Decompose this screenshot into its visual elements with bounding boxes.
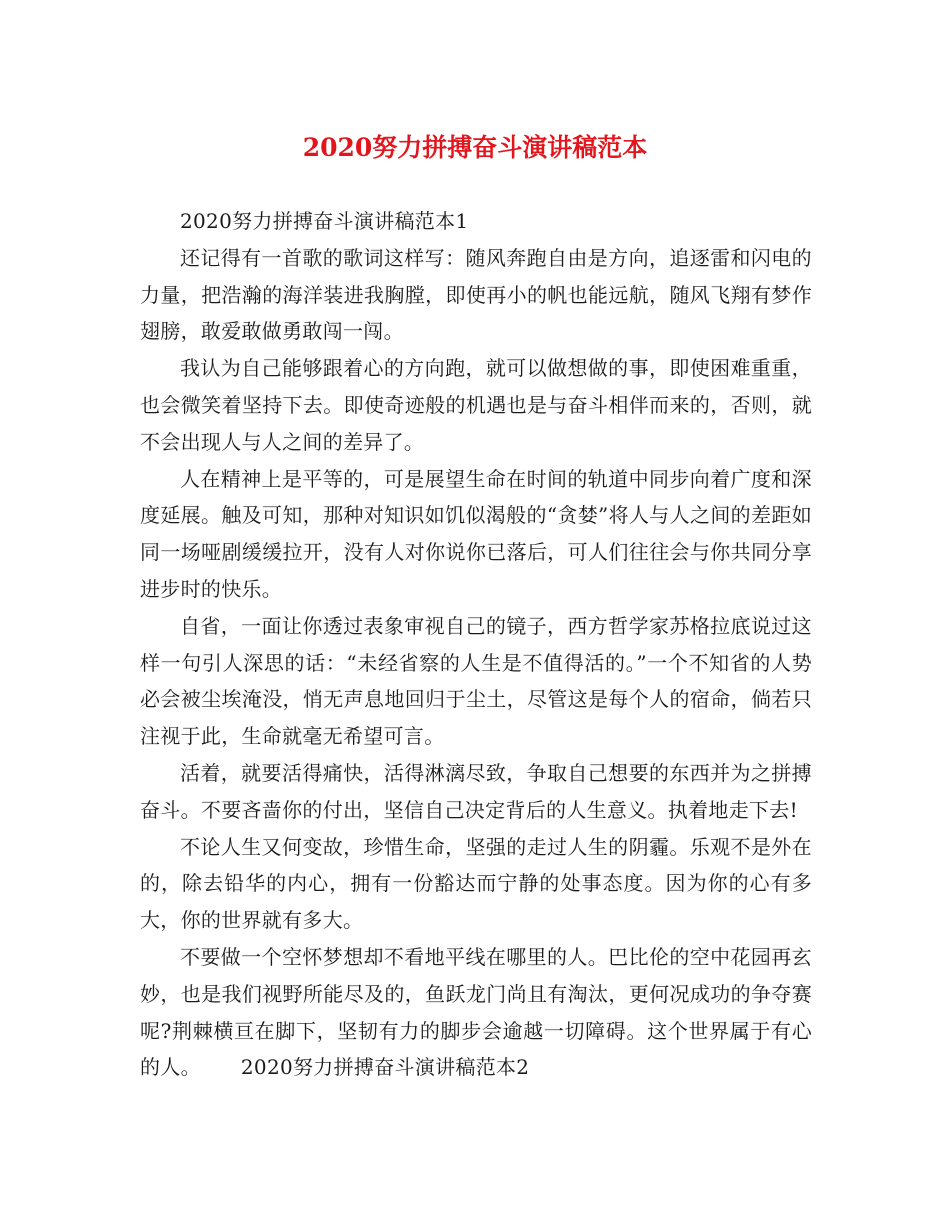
paragraph-2: 我认为自己能够跟着心的方向跑，就可以做想做的事，即使困难重重，也会微笑着坚持下去。即使奇迹般的机遇也是与奋斗相伴而来的，否则，就不会出现人与人之间的差异了。 bbox=[140, 356, 812, 454]
paragraph-7 bbox=[140, 939, 812, 1086]
paragraph-4: 自省，一面让你透过表象审视自己的镜子，西方哲学家苏格拉底说过这样一句引人深思的话：“未经省察的人生是不值得活的。”一个不知省的人势必会被尘埃淹没，悄无声息地回归于尘土，尽管这是每个人的宿命，倘若只注视于此，生命就毫无希望可言。 bbox=[140, 613, 812, 749]
paragraph-7-text: 不要做一个空怀梦想却不看地平线在哪里的人。巴比伦的空中花园再玄妙，也是我们视野所能尽及的，鱼跃龙门尚且有淘汰，更何况成功的争夺赛呢?荆棘横亘在脚下，坚韧有力的脚步会逾越一切障碍。这个世界属于有心的人。 bbox=[140, 944, 812, 1080]
paragraph-3: 人在精神上是平等的，可是展望生命在时间的轨道中同步向着广度和深度延展。触及可知，那种对知识如饥似渴般的“贪婪”将人与人之间的差距如同一场哑剧缓缓拉开，没有人对你说你已落后，可人们往往会与你共同分享进步时的快乐。 bbox=[140, 466, 812, 601]
section-heading-2: 2020努力拼搏奋斗演讲稿范本2 bbox=[240, 1055, 530, 1080]
paragraph-5: 活着，就要活得痛快，活得淋漓尽致，争取自己想要的东西并为之拼搏奋斗。不要吝啬你的付出，坚信自己决定背后的人生意义。执着地走下去! bbox=[140, 760, 812, 822]
document-body bbox=[140, 203, 812, 1086]
paragraph-1: 还记得有一首歌的歌词这样写：随风奔跑自由是方向，追逐雷和闪电的力量，把浩瀚的海洋装进我胸膛，即使再小的帆也能远航，随风飞翔有梦作翅膀，敢爱敢做勇敢闯一闯。 bbox=[140, 245, 812, 344]
section-heading-1: 2020努力拼搏奋斗演讲稿范本1 bbox=[180, 209, 469, 233]
document-title: 2020努力拼搏奋斗演讲稿范本 bbox=[302, 133, 648, 162]
paragraph-6: 不论人生又何变故，珍惜生命，坚强的走过人生的阴霾。乐观不是外在的，除去铅华的内心，拥有一份豁达而宁静的处事态度。因为你的心有多大，你的世界就有多大。 bbox=[140, 834, 812, 933]
